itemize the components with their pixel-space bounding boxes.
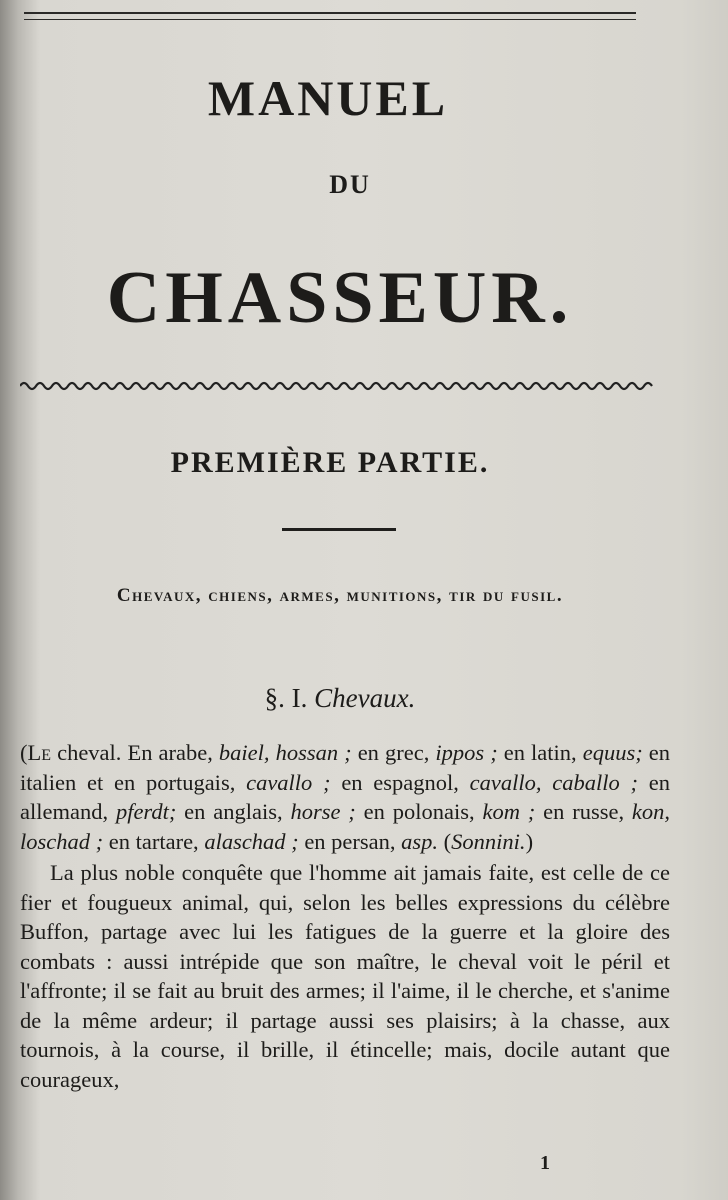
paragraph-etymology: (Le cheval. En arabe, baiel, hossan ; en grec, ippos ; en latin, equus; en italien et en portugais, cavallo ; en espagnol, cavallo, caballo ; en allemand, pferdt; en anglais, horse ; en polonais, kom ; en russe, kon, loschad ; en tartare, alaschad ; en persan, asp. (Sonnini.) <box>20 740 671 854</box>
wavy-ornamental-rule <box>20 372 656 396</box>
text-run: en tartare, <box>103 828 205 854</box>
term-italic: pferdt; <box>115 799 177 824</box>
body-text <box>20 738 670 1094</box>
text-run: en espagnol, <box>330 769 470 795</box>
term-italic: cavallo ; <box>246 769 331 795</box>
title-line-chasseur: CHASSEUR. <box>106 257 574 339</box>
title-line-manuel: MANUEL <box>207 70 449 126</box>
term-italic: alaschad ; <box>204 828 299 854</box>
text-run: en polonais, <box>355 799 483 824</box>
text-run: ) <box>525 828 534 854</box>
title-line-du: DU <box>329 170 371 199</box>
term-italic: cavallo, caballo ; <box>469 769 639 795</box>
section-heading <box>0 682 680 714</box>
chapter-subtitle: Chevaux, chiens, armes, munitions, tir du fusil. <box>116 585 564 606</box>
text-run: en italien et en portugais, <box>20 740 671 795</box>
short-divider-rule <box>282 528 396 531</box>
term-italic: baiel, hossan ; <box>218 740 352 765</box>
text-run: cheval. En arabe, <box>51 740 219 765</box>
text-run: en allemand, <box>20 769 671 824</box>
text-run: en anglais, <box>176 799 291 824</box>
text-run: en persan, <box>298 828 402 854</box>
term-italic: Sonnini. <box>451 828 526 854</box>
lead-word: Le <box>27 740 52 765</box>
term-italic: kom ; <box>482 799 536 824</box>
section-title: Chevaux. <box>314 683 416 713</box>
term-italic: kon, loschad ; <box>20 799 671 854</box>
term-italic: horse ; <box>290 799 356 824</box>
text-run: en russe, <box>535 799 632 824</box>
term-italic: asp. <box>401 828 439 854</box>
paragraph-main: La plus noble conquête que l'homme ait jamais faite, est celle de ce fier et fougueux animal, qui, selon les belles expressions du célèbre Buffon, partage avec lui les fatigues de la guerre et la gloire des combats : aussi intrépide que son maître, le cheval voit le péril et l'affronte; il se fait au bruit des armes; il l'aime, il le cherche, et s'anime de la même ardeur; il partage aussi ses plaisirs; à la chasse, aux tournois, à la course, il brille, il étincelle; mais, docile autant que courageux, <box>20 860 670 1092</box>
section-number: §. I. <box>264 683 308 713</box>
top-double-rule <box>24 12 636 20</box>
part-heading: PREMIÈRE PARTIE. <box>170 446 490 479</box>
text-run: ( <box>438 828 452 854</box>
term-italic: ippos ; <box>435 740 498 765</box>
text-run: en latin, <box>497 740 583 765</box>
term-italic: equus; <box>582 740 643 765</box>
page-number: 1 <box>540 1152 550 1174</box>
text-run: en grec, <box>351 740 436 765</box>
